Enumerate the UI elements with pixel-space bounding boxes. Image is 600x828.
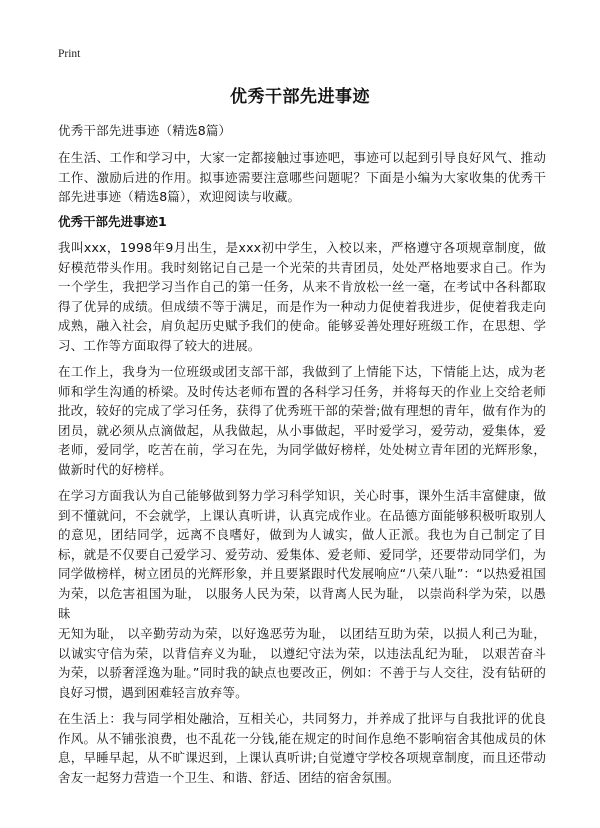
- paragraph-1: 我叫xxx，1998年9月出生，是xxx初中学生，入校以来，严格遵守各项规章制度，做好模范带头作用。我时刻铭记自己是一个光荣的共青团员，处处严格地要求自己。作为一个学生，我把学习当作自己的第一任务，从来不肯放松一丝一毫，在考试中各科都取得了优异的成绩。但成绩不等于满足，而是作为一种动力促使着我进步，促使着我走向成熟，融入社会，肩负起历史赋予我们的使命。能够妥善处理好班级工作，在思想、学习、工作等方面取得了较大的进展。: [58, 240, 546, 353]
- paragraph-5: 在生活上：我与同学相处融洽，互相关心，共同努力，并养成了批评与自我批评的优良作风。从不铺张浪费，也不乱花一分钱,能在规定的时间作息绝不影响宿舍其他成员的休息，早睡早起，从不旷课迟到，上课认真听讲;自觉遵守学校各项规章制度，而且还带动舍友一起努力营造一个卫生、和谐、舒适、团结的宿舍氛围。: [58, 711, 546, 785]
- paragraph-3: 在学习方面我认为自己能够做到努力学习科学知识，关心时事，课外生活丰富健康，做到不懂就问，不会就学，上课认真听讲，认真完成作业。在品德方面能够积极听取别人的意见，团结同学，远离不良嗜好，做到为人诚实，做人正派。我也为自己制定了目标，就是不仅要自己爱学习、爱劳动、爱集体、爱老师、爱同学，还要带动同学们，为同学做榜样，树立团员的光辉形象，并且要紧跟时代发展响应“八荣八耻”：“以热爱祖国为荣，以危害祖国为耻， 以服务人民为荣，以背离人民为耻， 以崇尚科学为荣，以愚昧: [58, 488, 546, 621]
- page-title: 优秀干部先进事迹: [230, 87, 370, 107]
- print-link[interactable]: Print: [58, 48, 81, 60]
- article-subtitle: 优秀干部先进事迹（精选8篇）: [58, 123, 232, 138]
- paragraph-2: 在工作上，我身为一位班级或团支部干部，我做到了上情能下达，下情能上达，成为老师和学生沟通的桥梁。及时传达老师布置的各科学习任务，并将每天的作业上交给老师批改，较好的完成了学习任务，获得了优秀班干部的荣誉;做有理想的青年，做有作为的团员，就必须从点滴做起，从我做起，从小事做起，平时爱学习，爱劳动，爱集体，爱老师，爱同学，吃苦在前，学习在先，为同学做好榜样，处处树立青年团的光辉形象，做新时代的好榜样。: [58, 364, 546, 477]
- section-heading: 优秀干部先进事迹1: [58, 214, 167, 229]
- paragraph-4: 无知为耻， 以辛勤劳动为荣，以好逸恶劳为耻， 以团结互助为荣，以损人利己为耻， 以诚实守信为荣，以背信弃义为耻， 以遵纪守法为荣，以违法乱纪为耻， 以艰苦奋斗为荣，以骄奢淫逸为耻。”同时我的缺点也要改正，例如：不善于与人交往，没有钻研的良好习惯，遇到困难轻言放弃等。: [58, 626, 546, 700]
- intro-paragraph: 在生活、工作和学习中，大家一定都接触过事迹吧，事迹可以起到引导良好风气、推动工作、激励后进的作用。拟事迹需要注意哪些问题呢？下面是小编为大家收集的优秀干部先进事迹（精选8篇），欢迎阅读与收藏。: [58, 150, 546, 205]
